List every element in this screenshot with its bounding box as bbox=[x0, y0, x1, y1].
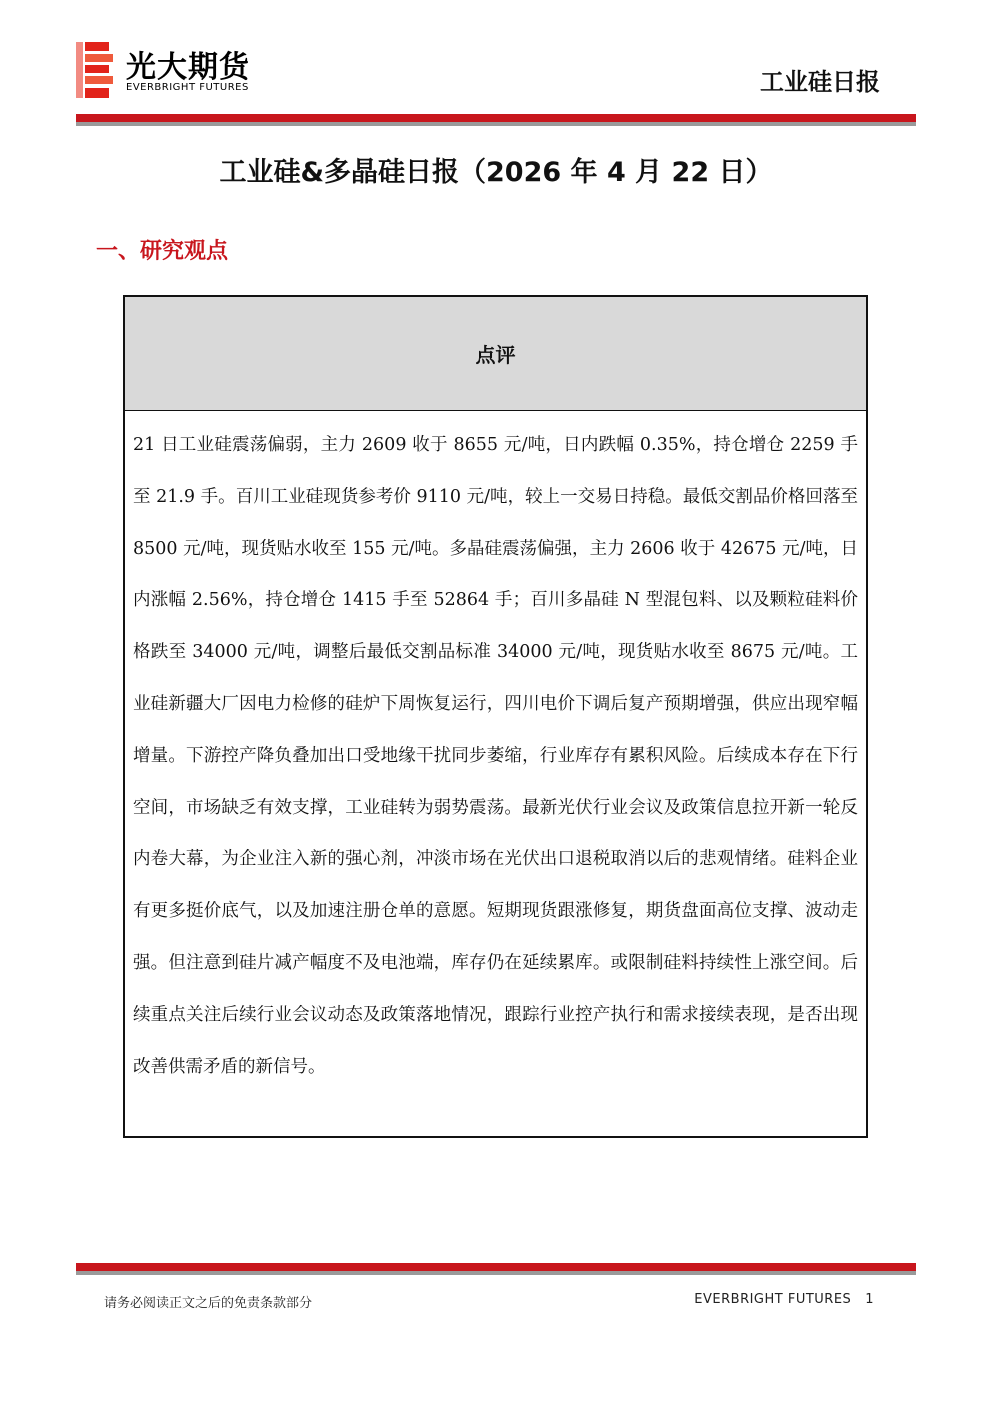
logo-chinese-name: 光大期货 bbox=[126, 50, 250, 85]
report-name: 工业硅日报 bbox=[760, 68, 880, 96]
document-title: 工业硅&多晶硅日报（2026 年 4 月 22 日） bbox=[219, 157, 773, 188]
footer-brand-name: EVERBRIGHT FUTURES bbox=[694, 1292, 852, 1307]
comment-table-header: 点评 bbox=[125, 297, 866, 411]
logo bbox=[76, 42, 296, 100]
footer-brand bbox=[694, 1292, 874, 1307]
logo-english-name: EVERBRIGHT FUTURES bbox=[126, 82, 249, 93]
footer-disclaimer: 请务必阅读正文之后的免责条款部分 bbox=[104, 1296, 313, 1311]
everbright-logo-icon bbox=[76, 42, 114, 98]
header-divider bbox=[76, 114, 916, 126]
section-heading: 一、研究观点 bbox=[96, 239, 229, 264]
comment-body-text: 21 日工业硅震荡偏弱，主力 2609 收于 8655 元/吨，日内跌幅 0.35%，持仓增仓 2259 手至 21.9 手。百川工业硅现货参考价 9110 元/吨，较上一交易日持稳。最低交割品价格回落至 8500 元/吨，现货贴水收至 155 元/吨。多晶硅震荡偏强，主力 2606 收于 42675 元/吨，日内涨幅 2.56%，持仓增仓 1415 手至 52864 手；百川多晶硅 N 型混包料、以及颗粒硅料价格跌至 34000 元/吨，调整后最低交割品标准 34000 元/吨，现货贴水收至 8675 元/吨。工业硅新疆大厂因电力检修的硅炉下周恢复运行，四川电价下调后复产预期增强，供应出现窄幅增量。下游控产降负叠加出口受地缘干扰同步萎缩，行业库存有累积风险。后续成本存在下行空间，市场缺乏有效支撑，工业硅转为弱势震荡。最新光伏行业会议及政策信息拉开新一轮反内卷大幕，为企业注入新的强心剂，冲淡市场在光伏出口退税取消以后的悲观情绪。硅料企业有更多挺价底气，以及加速注册仓单的意愿。短期现货跟涨修复，期货盘面高位支撑、波动走强。但注意到硅片减产幅度不及电池端，库存仍在延续累库。或限制硅料持续性上涨空间。后续重点关注后续行业会议动态及政策落地情况，跟踪行业控产执行和需求接续表现，是否出现改善供需矛盾的新信号。 bbox=[133, 435, 858, 1077]
page-number: 1 bbox=[865, 1292, 874, 1307]
comment-table bbox=[123, 295, 868, 1138]
footer-divider bbox=[76, 1263, 916, 1275]
